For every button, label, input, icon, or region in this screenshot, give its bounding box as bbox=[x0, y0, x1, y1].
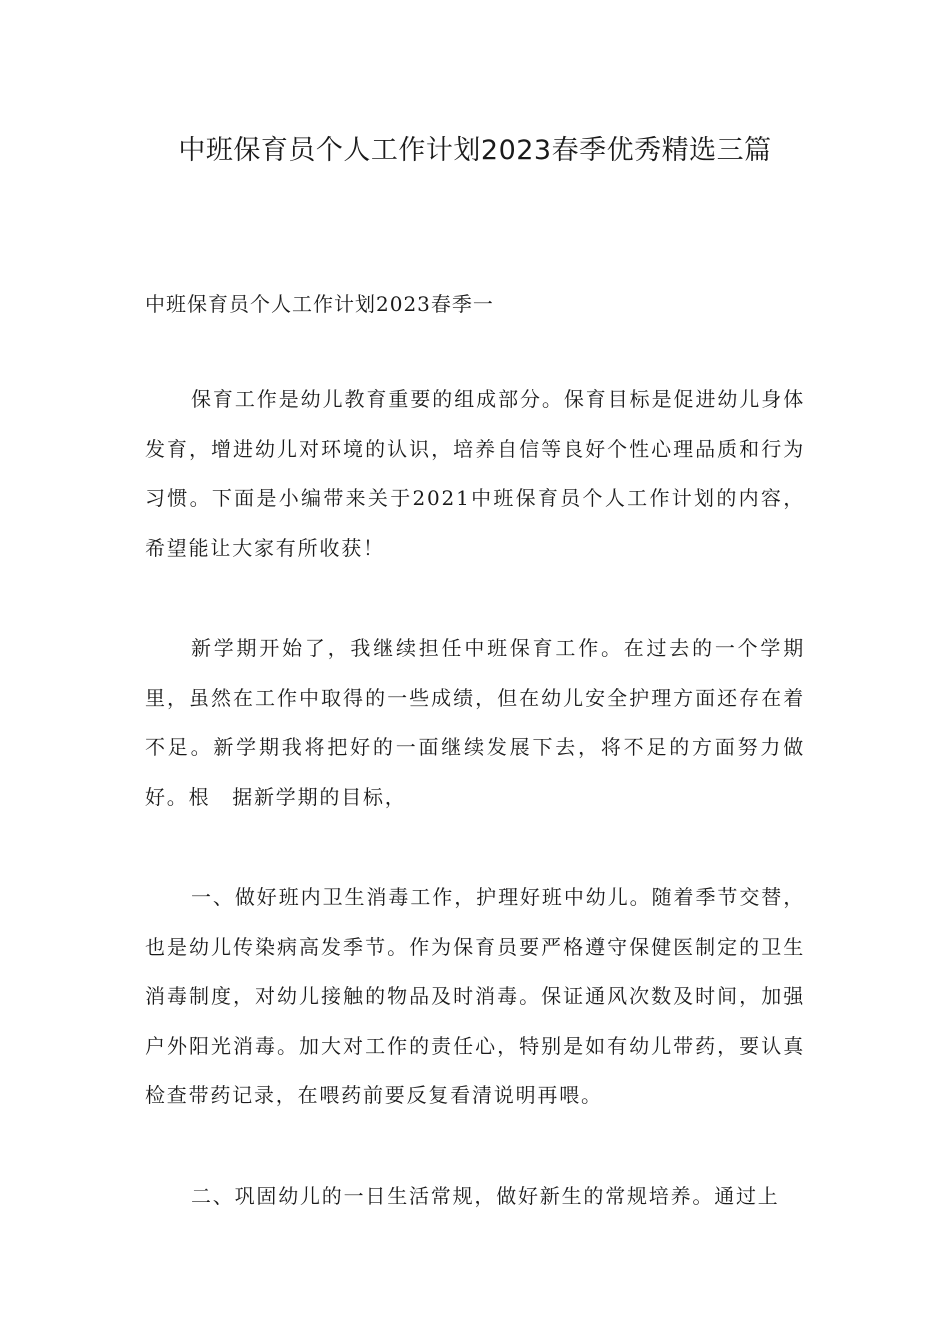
paragraph-intro: 保育工作是幼儿教育重要的组成部分。保育目标是促进幼儿身体发育，增进幼儿对环境的认识，培养自信等良好个性心理品质和行为习惯。下面是小编带来关于2021中班保育员个人工作计划的内容，希望能让大家有所收获！ bbox=[145, 387, 805, 560]
document-title: 中班保育员个人工作计划2023春季优秀精选三篇 bbox=[178, 135, 772, 166]
paragraph-item-one: 一、做好班内卫生消毒工作，护理好班中幼儿。随着季节交替，也是幼儿传染病高发季节。作为保育员要严格遵守保健医制定的卫生消毒制度，对幼儿接触的物品及时消毒。保证通风次数及时间，加强户外阳光消毒。加大对工作的责任心，特别是如有幼儿带药，要认真检查带药记录，在喂药前要反复看清说明再喂。 bbox=[145, 885, 805, 1108]
paragraph-item-two: 二、巩固幼儿的一日生活常规，做好新生的常规培养。通过上 bbox=[191, 1184, 780, 1208]
paragraph-new-semester: 新学期开始了，我继续担任中班保育工作。在过去的一个学期里，虽然在工作中取得的一些成绩，但在幼儿安全护理方面还存在着不足。新学期我将把好的一面继续发展下去，将不足的方面努力做好。根 据新学期的目标， bbox=[145, 636, 805, 809]
section-heading: 中班保育员个人工作计划2023春季一 bbox=[145, 292, 494, 316]
